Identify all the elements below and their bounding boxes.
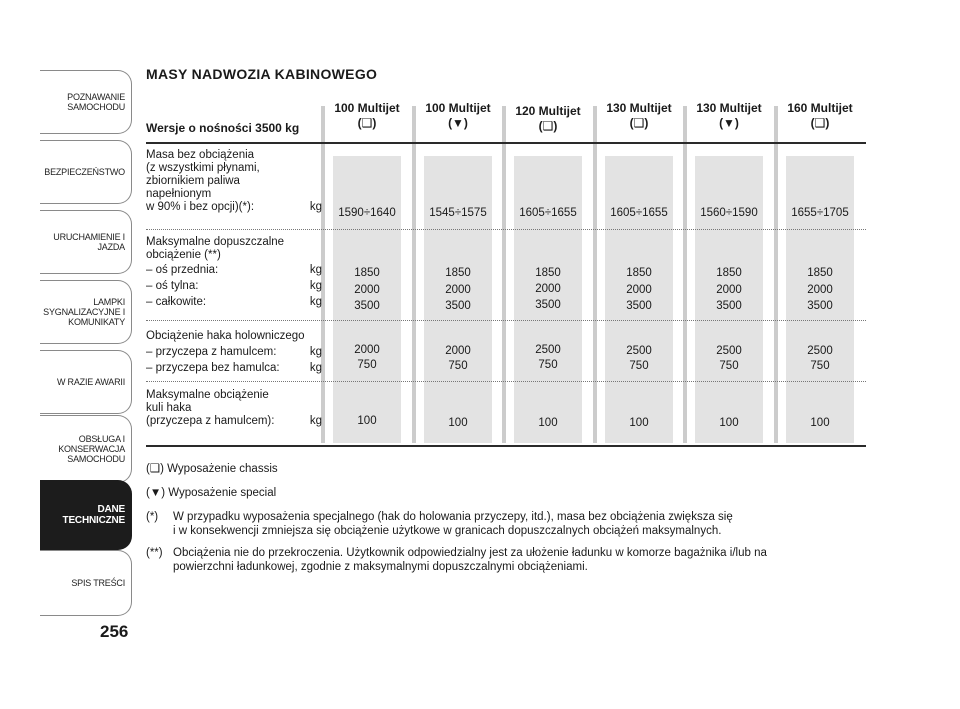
row-separator	[146, 229, 866, 230]
label-line: obciążenie (**)	[146, 249, 221, 261]
note-marker: (*)	[146, 511, 159, 523]
label-line	[146, 264, 322, 277]
value-empty-mass: 1605÷1655	[519, 207, 577, 219]
value-rear-axle: 2000	[354, 284, 380, 296]
tab-w-razie-awarii[interactable]	[40, 350, 132, 414]
value-total: 3500	[807, 300, 833, 312]
unit: kg	[309, 362, 322, 374]
row-separator	[146, 381, 866, 382]
tab-obsluga-i-konserwacja[interactable]	[40, 415, 132, 483]
tab-spis-tresci[interactable]	[40, 550, 132, 616]
value-hook-load: 100	[538, 417, 558, 429]
value-hook-load: 100	[719, 417, 739, 429]
column-header	[322, 101, 412, 131]
value-braked-trailer: 2000	[445, 345, 471, 357]
tab-label: OBSŁUGA I KONSERWACJA SAMOCHODU	[58, 434, 125, 464]
page-number: 256	[100, 622, 129, 641]
value-rear-axle: 2000	[626, 284, 652, 296]
value-rear-axle: 2000	[807, 284, 833, 296]
page-title: MASY NADWOZIA KABINOWEGO	[146, 66, 378, 82]
value-front-axle: 1850	[626, 267, 652, 279]
label-line: Obciążenie haka holowniczego	[146, 330, 305, 342]
label-text: – przyczepa bez hamulca:	[146, 362, 280, 374]
note-line: W przypadku wyposażenia specjalnego (hak do holowania przyczepy, itd.), masa bez obciążenia zwiększa się	[173, 511, 733, 523]
column-header	[775, 101, 865, 131]
unit: kg	[309, 264, 322, 276]
column-header-name: 130 Multijet	[606, 101, 672, 115]
column-header	[413, 101, 503, 131]
value-empty-mass: 1590÷1640	[338, 207, 396, 219]
tab-label: DANE TECHNICZNE	[62, 504, 125, 526]
unit: kg	[309, 201, 322, 213]
row-label-max-load	[146, 236, 322, 309]
label-line: Maksymalne dopuszczalne	[146, 236, 285, 248]
value-empty-mass: 1605÷1655	[610, 207, 668, 219]
value-total: 3500	[716, 300, 742, 312]
note-body	[173, 510, 733, 538]
label-line: (z wszystkimi płynami,	[146, 162, 260, 174]
value-empty-mass: 1560÷1590	[700, 207, 758, 219]
value-total: 3500	[445, 300, 471, 312]
tab-bezpieczenstwo[interactable]	[40, 140, 132, 204]
label-text: – całkowite:	[146, 296, 207, 308]
value-unbraked-trailer: 750	[538, 359, 558, 371]
value-unbraked-trailer: 750	[810, 360, 830, 372]
note-body	[173, 546, 767, 574]
column-header	[684, 101, 774, 131]
note-line: Obciążenia nie do przekroczenia. Użytkownik odpowiedzialny jest za ułożenie ładunku w komorze bagażnika i/lub na	[173, 547, 767, 559]
tab-lampki-sygnalizacyjne[interactable]	[40, 280, 132, 344]
tab-label: W RAZIE AWARII	[56, 377, 125, 387]
label-line: zbiornikiem paliwa	[146, 175, 240, 187]
table-bottom-rule	[146, 445, 866, 447]
value-total: 3500	[626, 300, 652, 312]
value-hook-load: 100	[810, 417, 830, 429]
label-text: – oś tylna:	[146, 280, 199, 292]
value-unbraked-trailer: 750	[357, 359, 377, 371]
label-text: – przyczepa z hamulcem:	[146, 346, 277, 358]
note-text: (❑) Wyposażenie chassis	[146, 463, 278, 475]
label-line	[146, 296, 322, 309]
label-text: w 90% i bez opcji)(*):	[146, 201, 255, 213]
tab-dane-techniczne[interactable]	[40, 480, 132, 550]
value-front-axle: 1850	[445, 267, 471, 279]
note-marker: (**)	[146, 547, 163, 559]
column-header-mark: (▼)	[448, 116, 468, 130]
value-braked-trailer: 2500	[807, 345, 833, 357]
value-hook-load: 100	[448, 417, 468, 429]
row-label-empty-mass	[146, 149, 322, 214]
column-header-name: 120 Multijet	[515, 104, 581, 118]
label-line	[146, 280, 322, 293]
value-rear-axle: 2000	[535, 283, 561, 295]
column-header-mark: (▼)	[719, 116, 739, 130]
column-header-mark: (❑)	[538, 119, 558, 133]
value-unbraked-trailer: 750	[448, 360, 468, 372]
value-empty-mass: 1545÷1575	[429, 207, 487, 219]
tab-uruchamienie-i-jazda[interactable]	[40, 210, 132, 274]
label-line	[146, 346, 322, 359]
table-header-label: Wersje o nośności 3500 kg	[146, 121, 300, 135]
value-empty-mass: 1655÷1705	[791, 207, 849, 219]
label-line: napełnionym	[146, 188, 212, 200]
note-special	[146, 486, 866, 500]
table-header-rule	[146, 142, 866, 144]
tab-label: BEZPIECZEŃSTWO	[44, 167, 125, 177]
column-header-name: 160 Multijet	[787, 101, 853, 115]
note-line: powierzchni ładunkowej, zgodnie z maksymalnymi dopuszczalnymi obciążeniami.	[173, 561, 588, 573]
column-header-mark: (❑)	[629, 116, 649, 130]
value-braked-trailer: 2500	[535, 344, 561, 356]
value-total: 3500	[354, 300, 380, 312]
unit: kg	[309, 296, 322, 308]
note-star	[146, 510, 866, 538]
label-line	[146, 362, 322, 375]
value-braked-trailer: 2500	[716, 345, 742, 357]
tab-label: POZNAWANIE SAMOCHODU	[67, 92, 125, 112]
unit: kg	[309, 280, 322, 292]
value-front-axle: 1850	[807, 267, 833, 279]
value-front-axle: 1850	[354, 267, 380, 279]
column-header-mark: (❑)	[810, 116, 830, 130]
value-hook-load: 100	[629, 417, 649, 429]
label-line: Maksymalne obciążenie	[146, 389, 269, 401]
label-line	[146, 415, 322, 428]
value-front-axle: 1850	[535, 267, 561, 279]
tab-label: LAMPKI SYGNALIZACYJNE I KOMUNIKATY	[43, 297, 125, 327]
value-rear-axle: 2000	[716, 284, 742, 296]
column-header-name: 100 Multijet	[425, 101, 491, 115]
value-hook-load: 100	[357, 415, 377, 427]
tab-label: URUCHAMIENIE I JAZDA	[53, 232, 125, 252]
value-braked-trailer: 2000	[354, 344, 380, 356]
label-text: (przyczepa z hamulcem):	[146, 415, 275, 427]
note-chassis	[146, 462, 866, 476]
value-unbraked-trailer: 750	[629, 360, 649, 372]
row-label-hook	[146, 389, 322, 428]
column-header-mark: (❑)	[357, 116, 377, 130]
row-label-towing	[146, 330, 322, 375]
label-line	[146, 201, 322, 214]
column-header	[594, 101, 684, 131]
column-header	[503, 104, 593, 134]
unit: kg	[309, 415, 322, 427]
note-text: (▼) Wyposażenie special	[146, 487, 277, 499]
note-line: i w konsekwencji zmniejsza się obciążenie użytkowe w granicach dopuszczalnych obciążeń maksymalnych.	[173, 525, 722, 537]
footnotes	[146, 462, 866, 582]
column-header-name: 100 Multijet	[334, 101, 400, 115]
value-total: 3500	[535, 299, 561, 311]
label-line: Masa bez obciążenia	[146, 149, 255, 161]
value-front-axle: 1850	[716, 267, 742, 279]
label-line: kuli haka	[146, 402, 192, 414]
column-header-name: 130 Multijet	[696, 101, 762, 115]
row-separator	[146, 320, 866, 321]
unit: kg	[309, 346, 322, 358]
value-braked-trailer: 2500	[626, 345, 652, 357]
value-unbraked-trailer: 750	[719, 360, 739, 372]
tab-label: SPIS TREŚCI	[71, 578, 125, 588]
value-rear-axle: 2000	[445, 284, 471, 296]
note-double-star	[146, 546, 866, 574]
tab-poznawanie-samochodu[interactable]	[40, 70, 132, 134]
label-text: – oś przednia:	[146, 264, 219, 276]
